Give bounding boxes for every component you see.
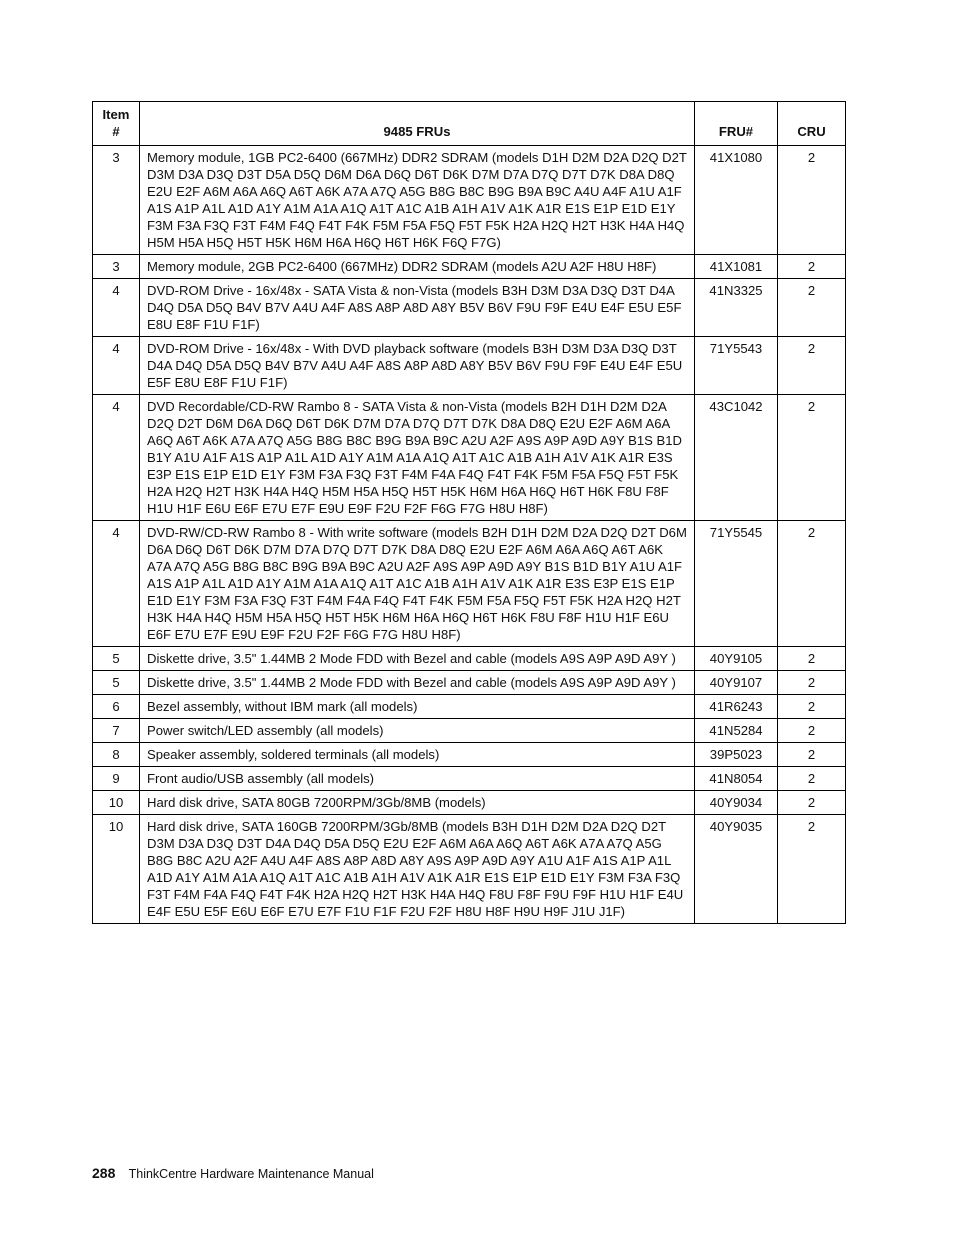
table-row: [93, 719, 846, 743]
cell-fru-number: 71Y5545: [695, 521, 778, 647]
table-row: [93, 279, 846, 337]
cell-fru-number: 41R6243: [695, 695, 778, 719]
cell-description: Memory module, 1GB PC2-6400 (667MHz) DDR2 SDRAM (models D1H D2M D2A D2Q D2T D3M D3A D3Q D3T D5A D5Q D6M D6A D6Q D6T D6K D7M D7A D7Q D7T D7K D8A D8Q E2U E2F A6M A6A A6Q A6T A6K A7A A7Q A5G B8G B8C B9G B9A B9C A4U A4F A1U A1F A1S A1P A1L A1D A1Y A1M A1A A1Q A1T A1C A1B A1H A1V A1K A1R E1S E1P E1D E1Y F3M F3A F3Q F3T F4M F4Q F4T F4K F5M F5A F5Q F5T F5K H2A H2Q H2T H3K H4A H4Q H5M H5A H5Q H5T H5K H6M H6A H6Q H6T H6K F6Q F7G): [140, 146, 695, 255]
table-row: [93, 767, 846, 791]
cell-cru: 2: [778, 695, 846, 719]
cell-fru-number: 39P5023: [695, 743, 778, 767]
cell-fru-number: 41X1080: [695, 146, 778, 255]
cell-item: 6: [93, 695, 140, 719]
cell-fru-number: 41N3325: [695, 279, 778, 337]
cell-item: 5: [93, 671, 140, 695]
cell-description: Bezel assembly, without IBM mark (all models): [140, 695, 695, 719]
header-fru: FRU#: [695, 102, 778, 146]
cell-cru: 2: [778, 146, 846, 255]
table-row: [93, 695, 846, 719]
fru-table: [92, 101, 846, 924]
cell-description: Speaker assembly, soldered terminals (all models): [140, 743, 695, 767]
cell-description: Diskette drive, 3.5" 1.44MB 2 Mode FDD with Bezel and cable (models A9S A9P A9D A9Y ): [140, 671, 695, 695]
cell-cru: 2: [778, 791, 846, 815]
cell-cru: 2: [778, 279, 846, 337]
table-row: [93, 255, 846, 279]
cell-item: 10: [93, 791, 140, 815]
cell-description: Diskette drive, 3.5" 1.44MB 2 Mode FDD with Bezel and cable (models A9S A9P A9D A9Y ): [140, 647, 695, 671]
cell-item: 10: [93, 815, 140, 924]
cell-fru-number: 41X1081: [695, 255, 778, 279]
cell-item: 3: [93, 146, 140, 255]
table-row: [93, 743, 846, 767]
cell-fru-number: 43C1042: [695, 395, 778, 521]
table-row: [93, 521, 846, 647]
cell-description: DVD-RW/CD-RW Rambo 8 - With write software (models B2H D1H D2M D2A D2Q D2T D6M D6A D6Q D6T D6K D7M D7A D7Q D7T D7K D8A D8Q E2U E2F A6M A6A A6Q A6T A6K A7A A7Q A5G B8G B8C B9G B9A B9C A2U A2F A9S A9P A9D A9Y B1S B1D B1Y A1U A1F A1S A1P A1L A1D A1Y A1M A1A A1Q A1T A1C A1B A1H A1V A1K A1R E3S E3P E1S E1P E1D E1Y F3M F3A F3Q F3T F4M F4A F4Q F4T F4K F5M F5A F5Q F5T F5K H2A H2Q H2T H3K H4A H4Q H5M H5A H5Q H5T H5K H6M H6A H6Q H6T H6K F8U F8F H1U H1F E6U E6F E7U E7F E9U E9F F2U F2F F6G F7G H8U H8F): [140, 521, 695, 647]
cell-description: DVD Recordable/CD-RW Rambo 8 - SATA Vista & non-Vista (models B2H D1H D2M D2A D2Q D2T D6M D6A D6Q D6T D6K D7M D7A D7Q D7T D7K D8A D8Q E2U E2F A6M A6A A6Q A6T A6K A7A A7Q A5G B8G B8C B9G B9A B9C A2U A2F A9S A9P A9D A9Y B1S B1D B1Y A1U A1F A1S A1P A1L A1D A1Y A1M A1A A1Q A1T A1C A1B A1H A1V A1K A1R E3S E3P E1S E1P E1D E1Y F3M F3A F3Q F3T F4M F4A F4Q F4T F4K F5M F5A F5Q F5T F5K H2A H2Q H2T H3K H4A H4Q H5M H5A H5Q H5T H5K H6M H6A H6Q H6T H6K F8U F8F H1U H1F E6U E6F E7U E7F E9U E9F F2U F2F F6G F7G H8U H8F): [140, 395, 695, 521]
cell-description: DVD-ROM Drive - 16x/48x - SATA Vista & non-Vista (models B3H D3M D3A D3Q D3T D4A D4Q D5A D5Q B4V B7V A4U A4F A8S A8P A8D A8Y B5V B6V F9U F9F E4U E4F E5U E5F E8U E8F F1U F1F): [140, 279, 695, 337]
table-header-row: [93, 102, 846, 146]
header-description: 9485 FRUs: [140, 102, 695, 146]
cell-fru-number: 40Y9107: [695, 671, 778, 695]
cell-description: Memory module, 2GB PC2-6400 (667MHz) DDR2 SDRAM (models A2U A2F H8U H8F): [140, 255, 695, 279]
cell-cru: 2: [778, 647, 846, 671]
table-row: [93, 146, 846, 255]
cell-description: Hard disk drive, SATA 80GB 7200RPM/3Gb/8MB (models): [140, 791, 695, 815]
cell-item: 5: [93, 647, 140, 671]
cell-cru: 2: [778, 521, 846, 647]
cell-item: 4: [93, 337, 140, 395]
table-row: [93, 395, 846, 521]
cell-description: Front audio/USB assembly (all models): [140, 767, 695, 791]
cell-fru-number: 40Y9105: [695, 647, 778, 671]
manual-title: ThinkCentre Hardware Maintenance Manual: [128, 1167, 374, 1181]
cell-fru-number: 40Y9035: [695, 815, 778, 924]
cell-item: 9: [93, 767, 140, 791]
table-row: [93, 647, 846, 671]
cell-fru-number: 41N5284: [695, 719, 778, 743]
table-row: [93, 791, 846, 815]
cell-cru: 2: [778, 337, 846, 395]
cell-fru-number: 40Y9034: [695, 791, 778, 815]
cell-cru: 2: [778, 719, 846, 743]
cell-cru: 2: [778, 815, 846, 924]
cell-cru: 2: [778, 743, 846, 767]
table-row: [93, 337, 846, 395]
cell-description: Hard disk drive, SATA 160GB 7200RPM/3Gb/8MB (models B3H D1H D2M D2A D2Q D2T D3M D3A D3Q D3T D4A D4Q D5A D5Q E2U E2F A6M A6A A6Q A6T A6K A7A A7Q A5G B8G B8C A2U A2F A4U A4F A8S A8P A8D A8Y A9S A9P A9D A9Y A1U A1F A1S A1P A1L A1D A1Y A1M A1A A1Q A1T A1C A1B A1H A1V A1K A1R E1S E1P E1D E1Y F3M F3A F3Q F3T F4M F4A F4Q F4T F4K H2A H2Q H2T H3K H4A H4Q F8U F8F F9U F9F H1U H1F E4U E4F E5U E5F E6U E6F E7U E7F F1U F1F F2U F2F H8U H8F H9U H9F J1U J1F): [140, 815, 695, 924]
header-cru: CRU: [778, 102, 846, 146]
cell-item: 8: [93, 743, 140, 767]
cell-cru: 2: [778, 395, 846, 521]
cell-description: Power switch/LED assembly (all models): [140, 719, 695, 743]
page-footer: [92, 1165, 374, 1181]
cell-fru-number: 71Y5543: [695, 337, 778, 395]
cell-cru: 2: [778, 671, 846, 695]
table-row: [93, 671, 846, 695]
cell-item: 4: [93, 395, 140, 521]
page-number: 288: [92, 1165, 116, 1181]
cell-fru-number: 41N8054: [695, 767, 778, 791]
cell-description: DVD-ROM Drive - 16x/48x - With DVD playback software (models B3H D3M D3A D3Q D3T D4A D4Q D5A D5Q B4V B7V A4U A4F A8S A8P A8D A8Y B5V B6V F9U F9F E4U E4F E5U E5F E8U E8F F1U F1F): [140, 337, 695, 395]
cell-item: 7: [93, 719, 140, 743]
cell-item: 3: [93, 255, 140, 279]
table-row: [93, 815, 846, 924]
table-body: [93, 146, 846, 924]
header-item: Item #: [93, 102, 140, 146]
cell-item: 4: [93, 279, 140, 337]
cell-item: 4: [93, 521, 140, 647]
cell-cru: 2: [778, 255, 846, 279]
cell-cru: 2: [778, 767, 846, 791]
